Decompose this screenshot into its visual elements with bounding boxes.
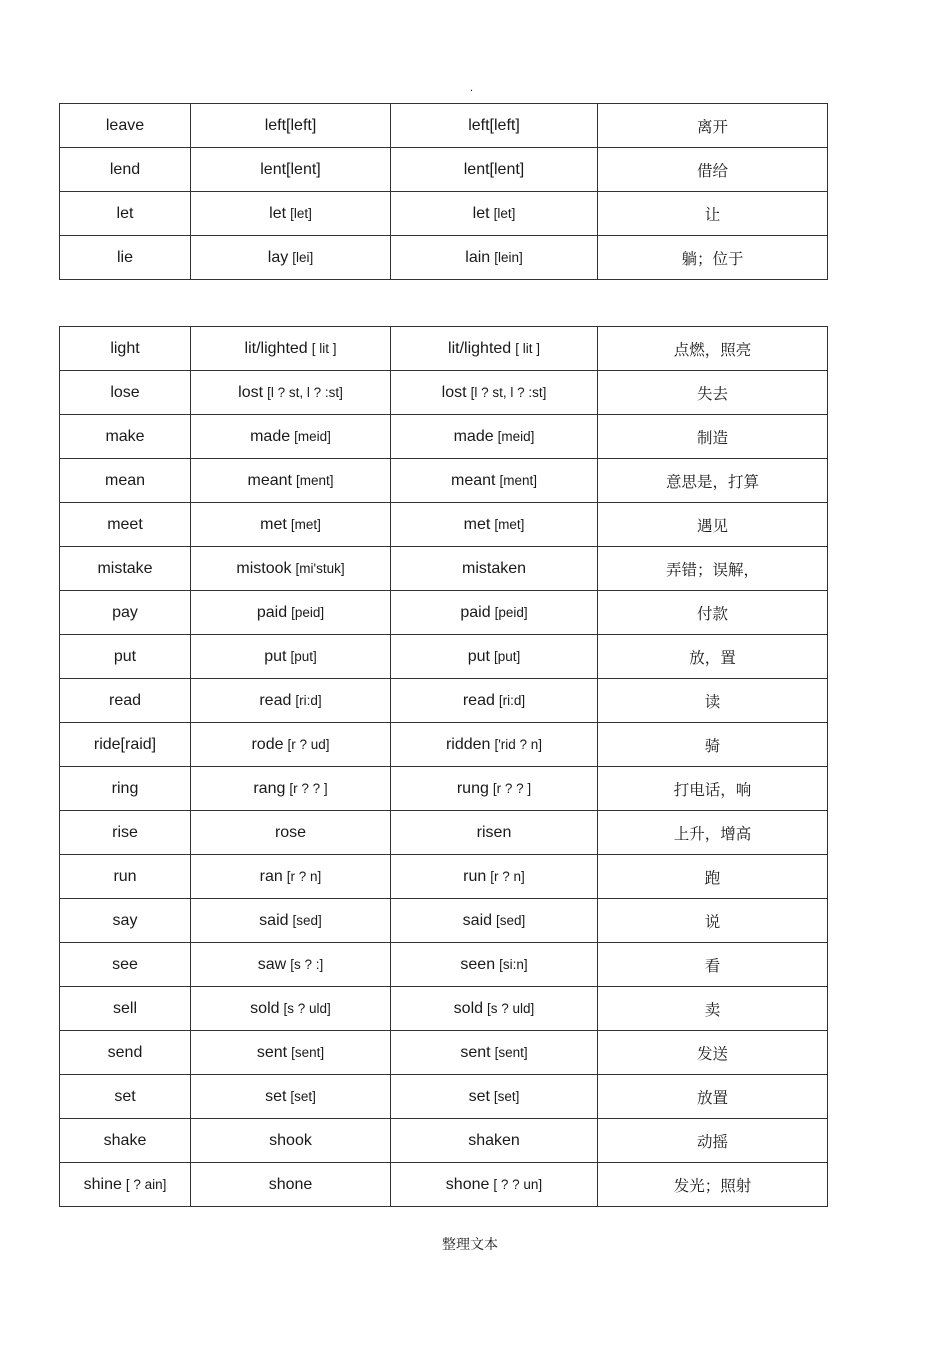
past-participle-cell [391,104,598,148]
past-participle: lit/lighted [448,339,512,357]
past-participle-cell [391,899,598,943]
chinese-meaning: 跑 [704,868,721,887]
meaning-cell [598,1163,828,1207]
meaning-cell [598,1075,828,1119]
past-participle-cell [391,767,598,811]
base-form: see [112,955,138,973]
base-form: run [113,867,137,885]
past-tense-cell [191,371,391,415]
page-footer: 整理文本 [442,1237,498,1253]
past-participle: lain [465,248,491,266]
past-participle-cell [391,503,598,547]
base-form-cell [60,723,191,767]
past-tense: left[left] [264,116,317,134]
table-row [60,547,828,591]
past-participle: shaken [468,1131,520,1149]
past-participle: ridden [445,735,491,753]
past-tense-cell [191,591,391,635]
base-form-cell [60,899,191,943]
past-participle-cell [391,371,598,415]
past-tense-cell [191,236,391,280]
table-row [60,148,828,192]
past-tense: meant [247,471,292,489]
participle-phonetic: [put] [493,648,521,664]
past-phonetic: [lei] [292,249,314,265]
chinese-meaning: 制造 [696,428,728,447]
past-tense: saw [257,955,287,973]
meaning-cell [598,855,828,899]
past-tense: shook [269,1131,312,1149]
chinese-meaning: 卖 [704,1000,721,1019]
past-participle: put [467,647,490,665]
base-form-cell [60,1075,191,1119]
table-row [60,1163,828,1207]
past-tense: rose [274,823,307,841]
table-row [60,1031,828,1075]
table-row [60,104,828,148]
base-form: shine [83,1175,122,1193]
base-form-cell [60,148,191,192]
participle-phonetic: [sed] [496,912,526,928]
meaning-cell [598,192,828,236]
past-phonetic: [l ? st, l ? :st] [267,384,343,400]
base-form-cell [60,1031,191,1075]
past-tense: set [265,1087,287,1105]
past-participle-cell [391,723,598,767]
chinese-meaning: 点燃，照亮 [673,340,752,359]
table-row [60,899,828,943]
past-tense: shone [268,1175,313,1193]
past-phonetic: [peid] [291,604,325,620]
table-row [60,236,828,280]
meaning-cell [598,591,828,635]
base-form-cell [60,547,191,591]
base-form: say [112,911,138,929]
participle-phonetic: [r ? n] [490,868,525,884]
past-phonetic: [met] [290,516,321,532]
past-participle: mistaken [461,559,527,577]
past-participle: sold [453,999,484,1017]
chinese-meaning: 弄错；误解， [665,560,759,579]
past-tense-cell [191,1031,391,1075]
past-phonetic: [let] [290,205,312,221]
past-participle-cell [391,192,598,236]
base-form-cell [60,679,191,723]
past-phonetic: [meid] [294,428,331,444]
base-form: light [110,339,140,357]
past-participle: let [472,204,490,222]
verb-table-2 [59,326,828,1207]
past-participle-cell [391,1163,598,1207]
past-phonetic: [put] [290,648,317,664]
past-phonetic: [s ? uld] [283,1000,331,1016]
base-form-cell [60,503,191,547]
past-tense-cell [191,855,391,899]
participle-phonetic: [ri:d] [498,692,526,708]
meaning-cell [598,987,828,1031]
base-form-cell [60,1163,191,1207]
base-form: make [105,427,145,445]
base-form-cell [60,371,191,415]
past-participle: risen [476,823,512,841]
table-row [60,503,828,547]
past-participle: paid [460,603,491,621]
base-form: rise [112,823,138,841]
participle-phonetic: [met] [494,516,525,532]
past-participle: read [462,691,495,709]
chinese-meaning: 骑 [704,736,721,755]
past-participle-cell [391,236,598,280]
chinese-meaning: 上升，增高 [673,824,752,843]
table-row [60,635,828,679]
participle-phonetic: [s ? uld] [487,1000,535,1016]
chinese-meaning: 看 [704,956,721,975]
chinese-meaning: 付款 [696,604,728,623]
meaning-cell [598,635,828,679]
past-participle: sent [460,1043,491,1061]
table-row [60,723,828,767]
base-form: send [107,1043,143,1061]
past-phonetic: [s ? :] [290,956,324,972]
past-tense: ran [259,867,283,885]
meaning-cell [598,1031,828,1075]
meaning-cell [598,811,828,855]
table-row [60,767,828,811]
past-participle: said [462,911,493,929]
past-participle: seen [460,955,496,973]
verb-table-1 [59,103,828,280]
past-phonetic: [r ? n] [286,868,322,884]
past-participle-cell [391,855,598,899]
past-participle-cell [391,679,598,723]
past-tense: rode [251,735,284,753]
past-tense: put [264,647,287,665]
past-participle-cell [391,635,598,679]
participle-phonetic: [sent] [494,1044,528,1060]
base-form: shake [103,1131,147,1149]
past-participle-cell [391,1031,598,1075]
table-row [60,943,828,987]
past-phonetic: [r ? ? ] [289,780,328,796]
past-tense-cell [191,327,391,371]
base-form-cell [60,811,191,855]
chinese-meaning: 读 [704,692,721,711]
past-participle-cell [391,415,598,459]
chinese-meaning: 失去 [696,384,728,403]
past-participle: made [453,427,494,445]
past-phonetic: [set] [290,1088,316,1104]
table-row [60,855,828,899]
past-tense: lay [267,248,289,266]
meaning-cell [598,767,828,811]
participle-phonetic: [l ? st, l ? :st] [470,384,547,400]
base-form: lose [110,383,140,401]
header-mark: . [470,82,474,94]
table-row [60,1119,828,1163]
participle-phonetic: [meid] [497,428,535,444]
past-phonetic: [r ? ud] [287,736,330,752]
table-row [60,371,828,415]
participle-phonetic: [r ? ? ] [492,780,532,796]
chinese-meaning: 遇见 [696,516,728,535]
chinese-meaning: 发送 [696,1044,728,1063]
past-participle: met [463,515,491,533]
meaning-cell [598,723,828,767]
past-tense-cell [191,415,391,459]
past-tense-cell [191,1163,391,1207]
past-tense: met [260,515,287,533]
past-phonetic: [sed] [292,912,322,928]
past-phonetic: [sent] [291,1044,325,1060]
past-tense: read [259,691,292,709]
past-phonetic: [mi'stuk] [295,560,345,576]
base-form-cell [60,192,191,236]
base-form-cell [60,635,191,679]
meaning-cell [598,415,828,459]
base-form: lie [116,248,133,266]
participle-phonetic: [let] [493,205,516,221]
past-phonetic: [ment] [295,472,334,488]
meaning-cell [598,547,828,591]
past-tense-cell [191,679,391,723]
base-form: pay [112,603,138,621]
base-form-cell [60,415,191,459]
table-row [60,1075,828,1119]
base-form: ring [111,779,139,797]
participle-phonetic: [ lit ] [515,340,540,356]
participle-phonetic: [ ? ? un] [493,1176,543,1192]
base-form-cell [60,1119,191,1163]
past-tense-cell [191,635,391,679]
meaning-cell [598,327,828,371]
past-tense: made [250,427,291,445]
participle-phonetic: [lein] [494,249,523,265]
past-tense-cell [191,192,391,236]
past-tense-cell [191,503,391,547]
past-tense-cell [191,811,391,855]
past-tense-cell [191,547,391,591]
base-form: meet [107,515,143,533]
base-form: set [114,1087,136,1105]
base-form-cell [60,236,191,280]
chinese-meaning: 发光；照射 [673,1176,752,1195]
past-participle: set [468,1087,490,1105]
meaning-cell [598,236,828,280]
table-row [60,591,828,635]
base-form-cell [60,767,191,811]
base-form-cell [60,591,191,635]
table-row [60,192,828,236]
past-tense-cell [191,148,391,192]
past-tense: lent[lent] [260,160,321,178]
participle-phonetic: [ment] [499,472,537,488]
meaning-cell [598,459,828,503]
table-row [60,811,828,855]
past-tense: sold [250,999,280,1017]
chinese-meaning: 放置 [696,1088,728,1107]
participle-phonetic: [set] [493,1088,520,1104]
past-tense-cell [191,1075,391,1119]
past-tense: lost [238,383,264,401]
past-tense-cell [191,987,391,1031]
base-form: sell [112,999,137,1017]
past-participle-cell [391,148,598,192]
past-participle: lost [441,383,467,401]
table-row [60,987,828,1031]
past-participle-cell [391,547,598,591]
past-participle: shone [445,1175,490,1193]
chinese-meaning: 躺；位于 [681,249,744,268]
past-tense-cell [191,899,391,943]
past-tense: let [269,204,287,222]
chinese-meaning: 意思是，打算 [665,472,759,491]
base-form-cell [60,459,191,503]
base-form: put [113,647,137,665]
past-tense-cell [191,723,391,767]
meaning-cell [598,1119,828,1163]
meaning-cell [598,899,828,943]
participle-phonetic: [si:n] [499,956,528,972]
meaning-cell [598,679,828,723]
meaning-cell [598,148,828,192]
past-tense-cell [191,104,391,148]
base-phonetic: [ ? ain] [125,1176,167,1192]
past-participle: run [463,867,487,885]
past-tense: said [259,911,289,929]
chinese-meaning: 让 [704,205,721,224]
chinese-meaning: 放，置 [689,648,736,667]
past-tense-cell [191,459,391,503]
past-phonetic: [ri:d] [295,692,322,708]
meaning-cell [598,943,828,987]
base-form-cell [60,327,191,371]
chinese-meaning: 说 [704,912,721,931]
past-participle-cell [391,327,598,371]
chinese-meaning: 打电话，响 [673,780,752,799]
table-row [60,327,828,371]
meaning-cell [598,371,828,415]
table-row [60,679,828,723]
past-participle-cell [391,811,598,855]
past-tense: lit/lighted [244,339,308,357]
past-tense: sent [256,1043,288,1061]
past-tense: rang [253,779,286,797]
past-tense-cell [191,943,391,987]
past-participle-cell [391,943,598,987]
base-form-cell [60,104,191,148]
base-form-cell [60,987,191,1031]
base-form: ride[raid] [93,735,157,753]
table-row [60,459,828,503]
base-form: mistake [97,559,153,577]
past-tense-cell [191,1119,391,1163]
past-participle: left[left] [468,116,520,134]
participle-phonetic: ['rid ? n] [494,736,543,752]
past-participle-cell [391,1119,598,1163]
past-participle: rung [456,779,489,797]
base-form: mean [104,471,146,489]
chinese-meaning: 借给 [696,161,728,180]
base-form: read [108,691,142,709]
past-phonetic: [ lit ] [311,340,337,356]
meaning-cell [598,503,828,547]
past-tense-cell [191,767,391,811]
past-participle: lent[lent] [463,160,525,178]
past-participle-cell [391,459,598,503]
meaning-cell [598,104,828,148]
past-participle: meant [451,471,496,489]
base-form: leave [105,116,145,134]
past-participle-cell [391,1075,598,1119]
base-form: lend [109,160,141,178]
past-participle-cell [391,591,598,635]
table-row [60,415,828,459]
past-tense: paid [256,603,288,621]
base-form: let [116,204,134,222]
base-form-cell [60,943,191,987]
past-tense: mistook [236,559,292,577]
participle-phonetic: [peid] [494,604,528,620]
base-form-cell [60,855,191,899]
chinese-meaning: 动摇 [696,1132,728,1151]
chinese-meaning: 离开 [696,117,728,136]
past-participle-cell [391,987,598,1031]
